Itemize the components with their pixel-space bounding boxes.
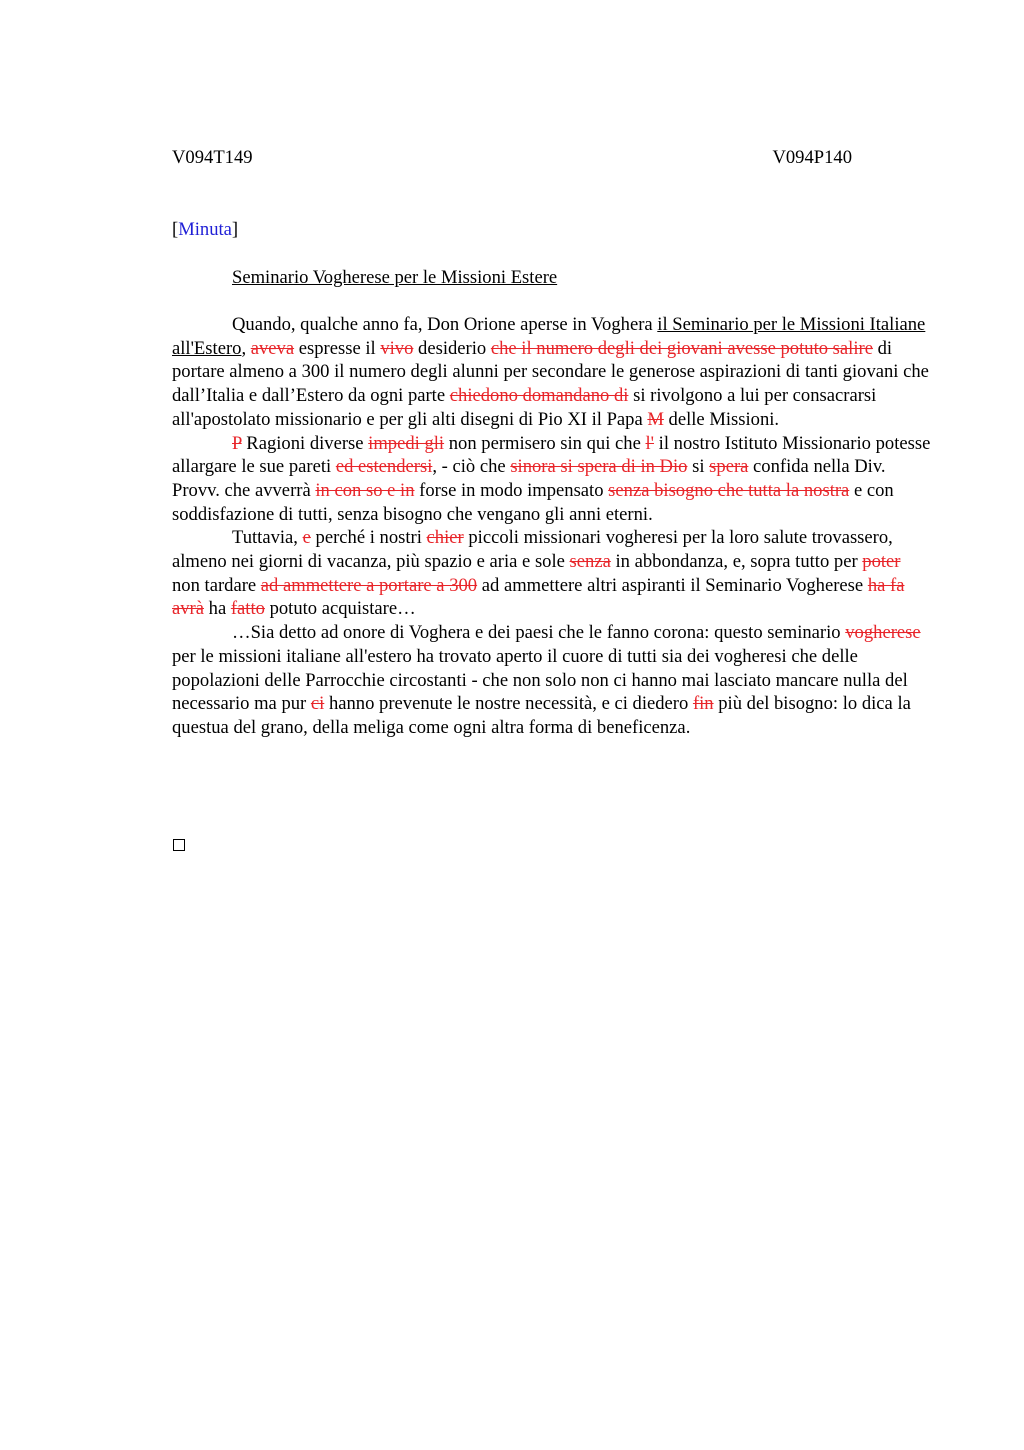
deleted-text: P [232,432,242,454]
deleted-text: e [302,527,311,549]
text-segment: …Sia detto ad onore di Voghera e dei paesi che le fanno corona: questo seminario [232,622,846,644]
deleted-text: ed estendersi [335,456,433,478]
deleted-text: che il numero degli dei giovani avesse potuto salire [490,337,873,359]
text-segment: desiderio [413,337,491,359]
text-segment: perché i nostri [310,527,427,549]
deleted-text: aveva [250,337,295,359]
text-segment: si rivolgono a lui per consacrarsi all'apostolato missionario e per gli alti disegni di Pio XI il Papa [172,385,877,430]
deleted-text: fatto [230,598,265,620]
text-segment: per le missioni italiane all'estero ha trovato aperto il cuore di tutti sia dei vogheresi che delle popolazioni delle Parrocchie circostanti - che non solo non ci hanno mai lasciato mancare nulla del necessario ma pur [172,645,908,715]
document-type-label [172,218,238,242]
deleted-text: ad ammettere a portare a 300 [260,574,478,596]
document-title: Seminario Vogherese per le Missioni Estere [232,267,558,288]
text-segment: espresse il [294,337,381,359]
text-segment: di portare almeno a 300 il numero degli alunni per secondare le generose aspirazioni di tanti giovani che dall’Italia e dall’Estero da ogni parte [172,337,929,407]
text-segment: Quando, qualche anno fa, Don Orione aperse in Voghera [232,314,658,335]
underlined-text: il Seminario per le Missioni Italiane all'Estero [172,314,926,359]
document-code-right: V094P140 [772,147,852,168]
deleted-text: ha fa avrà [172,574,905,620]
paragraph [172,313,932,432]
bracket-close: ] [231,219,239,240]
deleted-text: impedi gli [368,432,445,454]
deleted-text: spera [709,456,749,478]
text-segment: piccoli missionari vogheresi per la loro salute trovassero, almeno nei giorni di vacanza, più spazio e aria e sole [172,527,893,573]
text-segment: , - ciò che [432,456,511,478]
minuta-word: Minuta [178,219,232,240]
text-segment: Tuttavia, [232,527,303,549]
text-segment: si [687,456,710,478]
deleted-text: ci [310,693,325,715]
document-body [172,313,932,740]
document-header [172,146,852,170]
text-segment: il nostro Istituto Missionario potesse allargare le sue pareti [172,432,931,478]
deleted-text: senza [569,551,611,573]
deleted-text: l' [645,432,655,454]
text-segment: ad ammettere altri aspiranti il Seminario Vogherese [477,574,868,596]
deleted-text: in con so e in [315,479,415,501]
paragraph [172,432,932,527]
text-segment: in abbondanza, e, sopra tutto per [610,551,863,573]
text-segment: potuto acquistare… [264,598,416,620]
text-segment: confida nella Div. Provv. che avverrà [172,456,886,501]
deleted-text: vogherese [845,622,921,644]
deleted-text: chiedono domandano di [449,385,629,407]
deleted-text: fin [692,693,714,715]
text-segment: e con soddisfazione di tutti, senza bisogno che vengano gli anni eterni. [172,479,894,525]
text-segment: forse in modo impensato [414,479,609,501]
text-segment: delle Missioni. [663,408,780,430]
deleted-text: M [647,408,664,430]
text-segment: hanno prevenute le nostre necessità, e ci diedero [324,693,693,715]
deleted-text: sinora si spera di in Dio [510,456,688,478]
bracket-open: [ [172,219,179,240]
text-segment: non permisero sin qui che [444,432,646,454]
text-segment: non tardare [172,574,261,596]
paragraph [172,621,932,740]
deleted-text: chier [426,527,464,549]
paragraph [172,526,932,621]
text-segment: più del bisogno: lo dica la questua del grano, della meliga come ogni altra forma di beneficenza. [172,693,911,738]
deleted-text: vivo [380,337,414,359]
deleted-text: senza bisogno che tutta la nostra [608,479,850,501]
end-of-document-box-icon [173,839,185,851]
deleted-text: poter [862,551,901,573]
text-segment: , [241,337,251,359]
text-segment: ha [204,598,231,620]
text-segment: Ragioni diverse [241,432,369,454]
document-code-left: V094T149 [172,147,253,168]
